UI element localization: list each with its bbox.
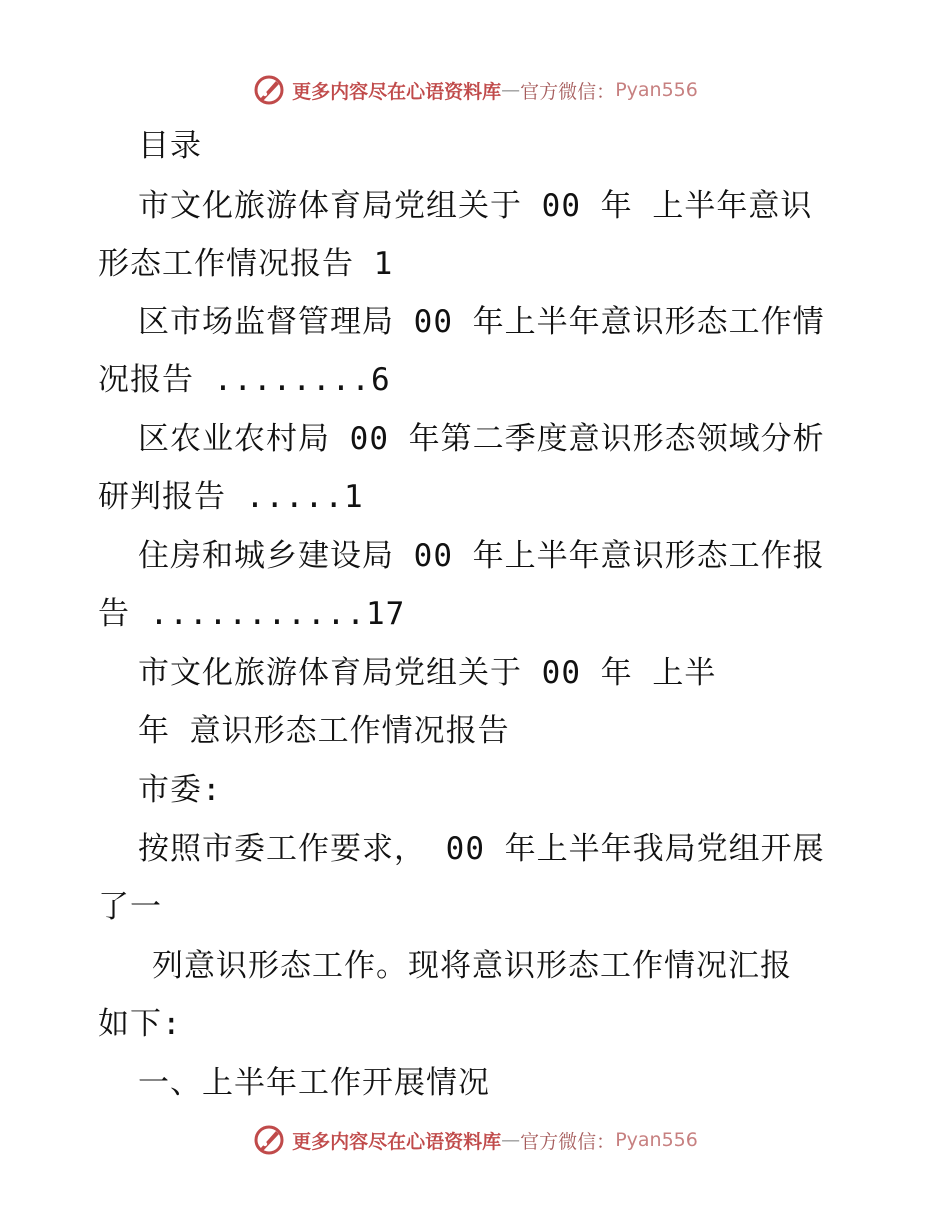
paragraph-1-line-1: 按照市委工作要求， 00 年上半年我局党组开展 bbox=[138, 831, 825, 867]
toc-entry-3-line-1: 区农业农村局 00 年第二季度意识形态领域分析 bbox=[138, 421, 825, 457]
banner-brand-text: 更多内容尽在心语资料库 bbox=[292, 1130, 502, 1153]
banner-official-label: 官方微信： bbox=[520, 1130, 616, 1153]
report-title-line-2: 年 意识形态工作情况报告 bbox=[138, 713, 510, 749]
toc-entry-3-line-2: 研判报告 .....1 bbox=[98, 479, 364, 515]
paragraph-1-line-3: 列意识形态工作。现将意识形态工作情况汇报 bbox=[152, 948, 792, 984]
banner-wechat-id: Pyan556 bbox=[615, 79, 698, 101]
toc-entry-4-line-2: 告 ...........17 bbox=[98, 596, 406, 632]
report-title-line-1: 市文化旅游体育局党组关于 00 年 上半 bbox=[138, 655, 717, 691]
banner-brand-text: 更多内容尽在心语资料库 bbox=[292, 80, 502, 103]
banner-separator: — bbox=[501, 79, 521, 101]
pen-logo-icon bbox=[252, 1123, 286, 1157]
salutation: 市委: bbox=[138, 772, 222, 808]
section-heading-1: 一、上半年工作开展情况 bbox=[138, 1065, 490, 1101]
toc-entry-2-line-1: 区市场监督管理局 00 年上半年意识形态工作情 bbox=[138, 304, 825, 340]
toc-entry-1-line-1: 市文化旅游体育局党组关于 00 年 上半年意识 bbox=[138, 188, 813, 224]
paragraph-1-line-2: 了一 bbox=[98, 889, 162, 925]
banner-wechat-id: Pyan556 bbox=[615, 1129, 698, 1151]
banner-official-label: 官方微信： bbox=[520, 80, 616, 103]
footer-watermark-banner bbox=[0, 1120, 950, 1160]
toc-entry-1-line-2: 形态工作情况报告 1 bbox=[98, 246, 394, 282]
toc-entry-4-line-1: 住房和城乡建设局 00 年上半年意识形态工作报 bbox=[138, 538, 825, 574]
paragraph-1-line-4: 如下: bbox=[98, 1006, 182, 1042]
toc-heading: 目录 bbox=[138, 128, 202, 164]
banner-separator: — bbox=[501, 1129, 521, 1151]
toc-entry-2-line-2: 况报告 ........6 bbox=[98, 362, 391, 398]
